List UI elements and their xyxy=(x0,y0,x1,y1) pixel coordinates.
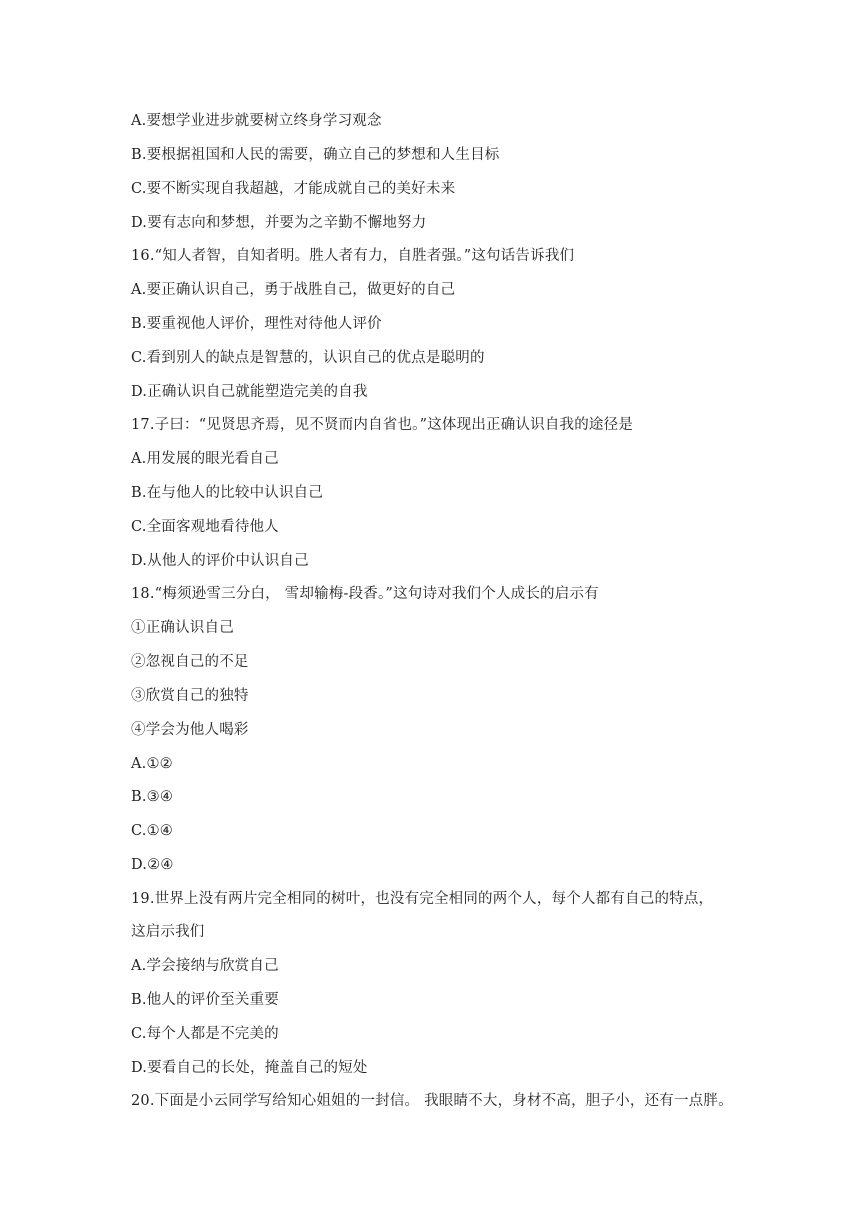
option-b-q19: B.他人的评价至关重要 xyxy=(131,992,279,1008)
question-16: 16.“知人者智，自知者明。胜人者有力，自胜者强。”这句话告诉我们 xyxy=(131,248,575,264)
option-d-q16: D.正确认识自己就能塑造完美的自我 xyxy=(131,384,368,400)
statement-1-q18: ①正确认识自己 xyxy=(131,620,234,636)
option-b-q15: B.要根据祖国和人民的需要，确立自己的梦想和人生目标 xyxy=(131,147,500,163)
option-d-q18: D.②④ xyxy=(131,857,174,873)
option-a-q17: A.用发展的眼光看自己 xyxy=(131,451,279,467)
option-c-q17: C.全面客观地看待他人 xyxy=(131,519,279,535)
statement-3-q18: ③欣赏自己的独特 xyxy=(131,688,249,704)
option-c-q18: C.①④ xyxy=(131,823,173,839)
option-d-q19: D.要看自己的长处，掩盖自己的短处 xyxy=(131,1060,368,1076)
question-20: 20.下面是小云同学写给知心姐姐的一封信。 我眼睛不大，身材不高，胆子小，还有一点胖。 xyxy=(131,1093,733,1109)
question-18: 18.“梅须逊雪三分白， 雪却输梅-段香。”这句诗对我们个人成长的启示有 xyxy=(131,586,599,602)
option-c-q15: C.要不断实现自我超越，才能成就自己的美好未来 xyxy=(131,181,456,197)
option-a-q18: A.①② xyxy=(131,756,173,772)
option-a-q16: A.要正确认识自己，勇于战胜自己，做更好的自己 xyxy=(131,282,456,298)
option-b-q18: B.③④ xyxy=(131,789,174,805)
option-b-q16: B.要重视他人评价，理性对待他人评价 xyxy=(131,316,382,332)
option-d-q17: D.从他人的评价中认识自己 xyxy=(131,553,309,569)
option-b-q17: B.在与他人的比较中认识自己 xyxy=(131,485,324,501)
option-c-q19: C.每个人都是不完美的 xyxy=(131,1026,279,1042)
option-d-q15: D.要有志向和梦想，并要为之辛勤不懈地努力 xyxy=(131,215,427,231)
statement-2-q18: ②忽视自己的不足 xyxy=(131,654,249,670)
option-c-q16: C.看到别人的缺点是智慧的，认识自己的优点是聪明的 xyxy=(131,350,485,366)
question-19: 19.世界上没有两片完全相同的树叶，也没有完全相同的两个人，每个人都有自己的特点， xyxy=(131,891,714,907)
question-19-continued: 这启示我们 xyxy=(131,924,205,940)
statement-4-q18: ④学会为他人喝彩 xyxy=(131,722,249,738)
option-a-q15: A.要想学业进步就要树立终身学习观念 xyxy=(131,113,382,129)
question-17: 17.子曰：“见贤思齐焉，见不贤而内自省也。”这体现出正确认识自我的途径是 xyxy=(131,417,634,433)
option-a-q19: A.学会接纳与欣赏自己 xyxy=(131,958,279,974)
